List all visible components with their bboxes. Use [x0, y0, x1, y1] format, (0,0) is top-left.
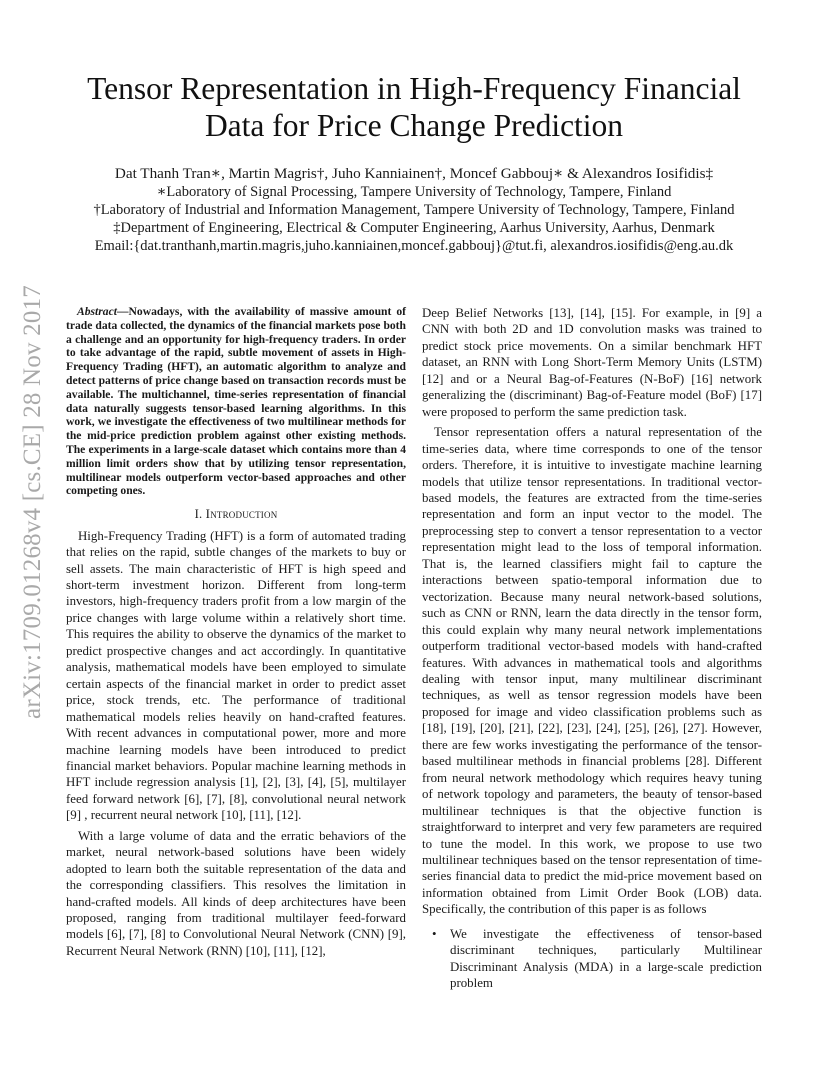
paragraph: Tensor representation offers a natural representation of the time-series data, where time corresponds to one of the tensor orders. Therefore, it is intuitive to investigate machine learning models that utilize tensor representations. In traditional vector-based models, the features are extracted from the time-series representation and form an input vector to the model. The preprocessing step to convert a tensor representation to a vector representation might lead to the loss of temporal information. That is, the learned classifiers might fail to capture the interactions between spatio-temporal information due to vectorization. Because many neural network-based solutions, such as CNN or RNN, learn the data directly in the tensor form, this could explain why many neural network implementations outperform traditional vector-based models with hand-crafted features. With advances in mathematical tools and algorithms dealing with tensor input, many multilinear discriminant techniques, as well as tensor regression models have been proposed for image and video classification problems such as [18], [19], [20], [21], [22], [23], [24], [25], [26], [27]. However, there are few works investigating the performance of the tensor-based multilinear methods in financial problems [28]. Different from neural network methodology which requires heavy tuning of network topology and parameters, the beauty of tensor-based multilinear techniques is that the objective function is straightforward to interpret and very few parameters are required to tune the model. In this work, we propose to use two multilinear techniques based on the tensor representation of time-series financial data to predict the mid-price movement based on information obtained from Limit Order Book (LOB) data. Specifically, the contribution of this paper is as follows — [422, 425, 762, 917]
author-names: Dat Thanh Tran∗, Martin Magris†, Juho Kanniainen†, Moncef Gabbouj∗ & Alexandros Iosifidis‡ — [114, 165, 714, 182]
arxiv-stamp — [18, 252, 48, 752]
author-block — [40, 165, 788, 255]
left-column — [66, 305, 406, 963]
right-column — [422, 305, 762, 992]
paragraph: Deep Belief Networks [13], [14], [15]. For example, in [9] a CNN with both 2D and 1D convolution masks was trained to predict stock price movements. On a similar benchmark HFT dataset, an RNN with Long Short-Term Memory Units (LSTM) [12] and or a Neural Bag-of-Features (N-BoF) [16] network generalizing the (discriminant) Bag-of-Feature model (BoF) [17] were proposed to perform the same prediction task. — [422, 306, 762, 419]
abstract-text: Nowadays, with the availability of massive amount of trade data collected, the dynamics of the financial markets pose both a challenge and an opportunity for high-frequency traders. In order to take advantage of the rapid, subtle movement of assets in High-Frequency Trading (HFT), an automatic algorithm to analyze and detect patterns of price change based on transaction records must be available. The multichannel, time-series representation of financial data naturally suggests tensor-based learning algorithms. In this work, we investigate the effectiveness of two multilinear methods for the mid-price prediction problem against other existing methods. The experiments in a large-scale dataset which contains more than 4 million limit orders show that by utilizing tensor representation, multilinear models outperform vector-based approaches and other competing ones. — [66, 305, 406, 498]
affiliation-1: ∗Laboratory of Signal Processing, Tampere University of Technology, Tampere, Finland — [156, 184, 672, 200]
affiliation-2: †Laboratory of Industrial and Information Management, Tampere University of Technology, Tampere, Finland — [93, 202, 735, 218]
title-line-2: Data for Price Change Prediction — [204, 108, 624, 143]
arxiv-stamp-text: arXiv:1709.01268v4 [cs.CE] 28 Nov 2017 — [19, 285, 46, 719]
contribution-list — [422, 926, 762, 992]
affiliation-3: ‡Department of Engineering, Electrical & Computer Engineering, Aarhus University, Aarhus, Denmark — [113, 220, 715, 236]
paragraph: With a large volume of data and the erratic behaviors of the market, neural network-based solutions have been widely adopted to learn both the suitable representation of the data and the corresponding classifiers. This resolves the limitation in hand-crafted models. All kinds of deep architectures have been proposed, ranging from traditional multilayer feed-forward models [6], [7], [8] to Convolutional Neural Network (CNN) [9], Recurrent Neural Network (RNN) [10], [11], [12], — [66, 828, 406, 958]
section-heading-introduction — [66, 506, 406, 522]
section-number: I. — [194, 507, 206, 522]
paragraph: High-Frequency Trading (HFT) is a form of automated trading that relies on the rapid, subtle changes of the markets to buy or sell assets. The main characteristic of HFT is high speed and short-term investment horizon. Different from long-term investors, high-frequency traders profit from a low margin of the price changes with large volume within a relatively short time. This requires the ability to observe the dynamics of the market to predict prospective changes and act accordingly. In quantitative analysis, mathematical models have been employed to simulate certain aspects of the financial market in order to predict asset price, stock trends, etc. The performance of traditional mathematical models relies heavily on hand-crafted features. With recent advances in computational power, more and more machine learning models have been introduced to predict financial market behaviors. Popular machine learning methods in HFT include regression analysis [1], [2], [3], [4], [5], multilayer feed forward network [6], [7], [8], convolutional neural network [9] , recurrent neural network [10], [11], [12]. — [66, 528, 406, 823]
author-emails: Email:{dat.tranthanh,martin.magris,juho.kanniainen,moncef.gabbouj}@tut.fi, alexandros.iosifidis@eng.au.dk — [94, 238, 734, 254]
abstract-lead: Abstract— — [77, 305, 129, 318]
list-item: • We investigate the effectiveness of tensor-based discriminant techniques, particularly Multilinear Discriminant Analysis (MDA) in a large-scale prediction problem — [422, 926, 762, 992]
section-title: Introduction — [205, 506, 278, 522]
title-line-1: Tensor Representation in High-Frequency Financial — [87, 71, 741, 106]
paper-title — [40, 70, 788, 144]
abstract — [66, 305, 406, 498]
